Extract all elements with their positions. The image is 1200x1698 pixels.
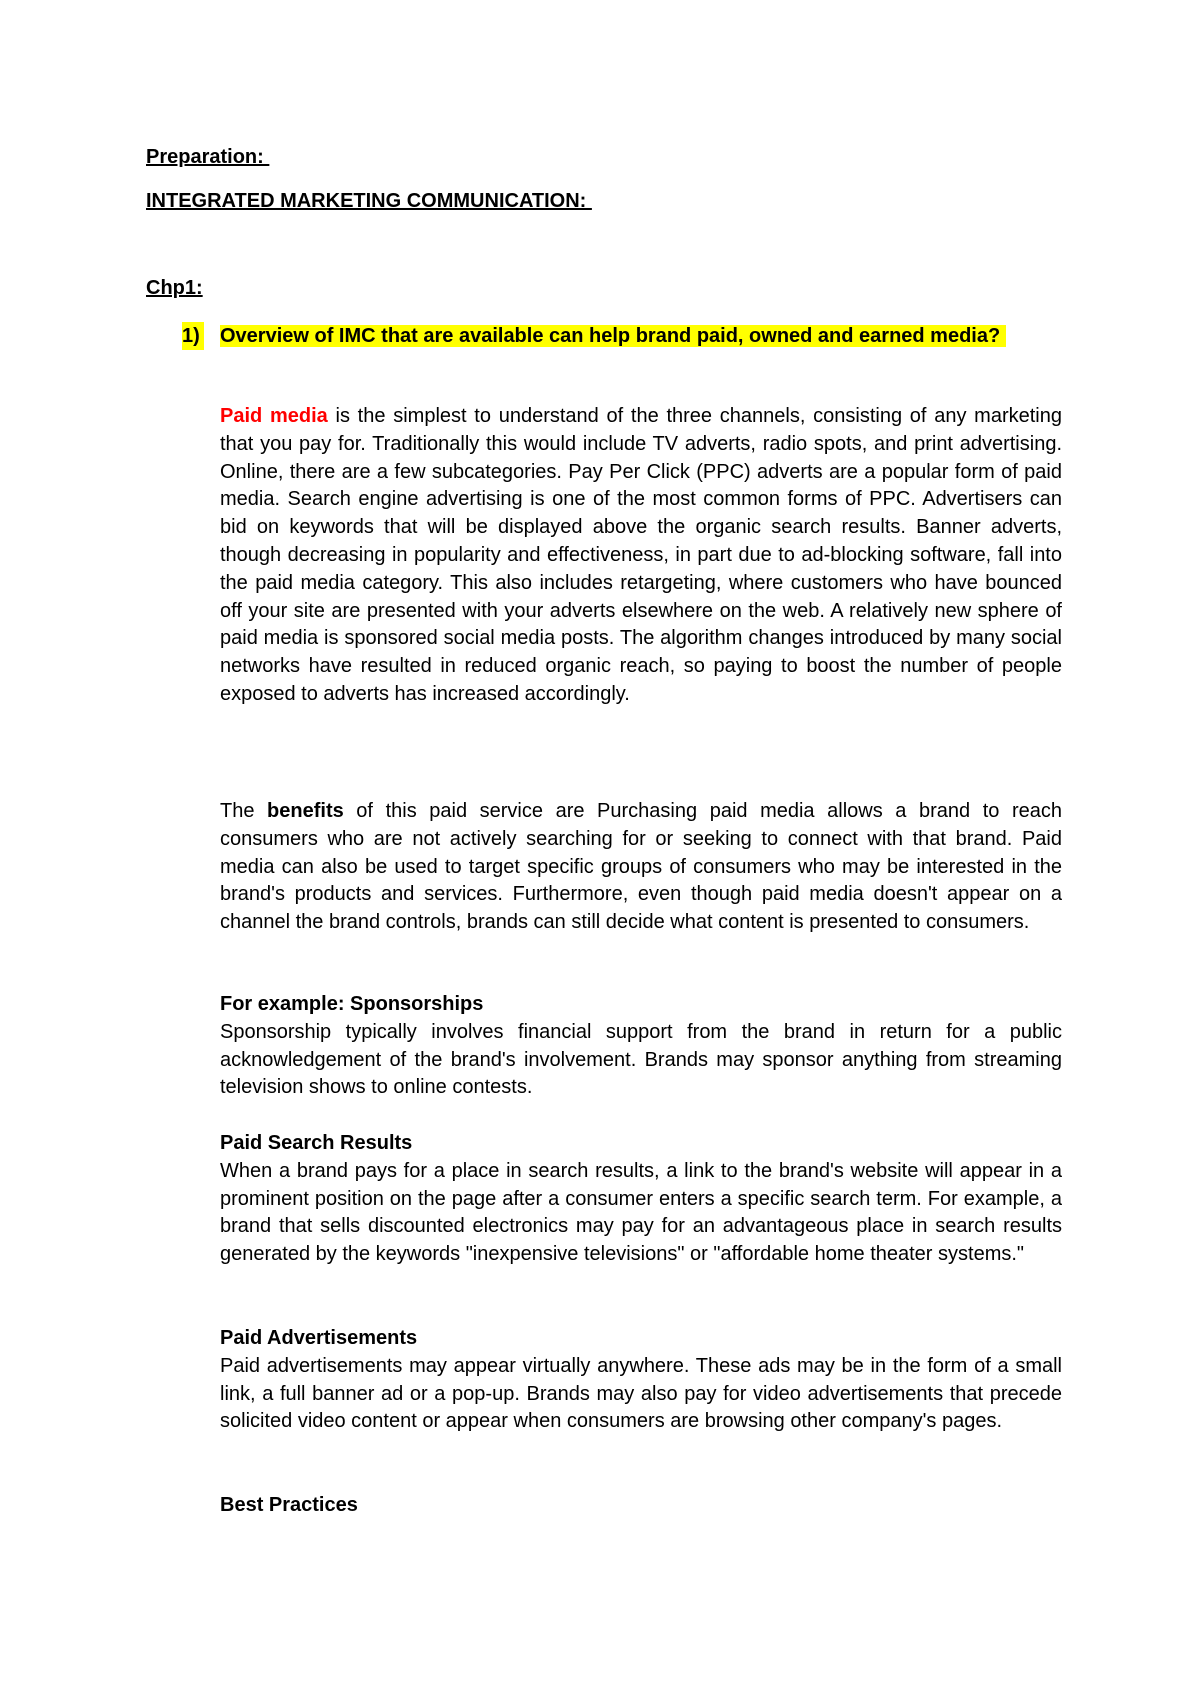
imc-heading: INTEGRATED MARKETING COMMUNICATION: xyxy=(146,190,592,212)
benefits-text: of this paid service are Purchasing paid media allows a brand to reach consumers who are not actively searching for or seeking to connect with that brand. Paid media can also be used to target specific groups of consumers who may be interested in the brand's products and services. Furthermore, even though paid media doesn't appear on a channel the brand controls, brands can still decide what content is presented to consumers. xyxy=(220,800,1062,934)
best-practices-section xyxy=(220,1492,1062,1520)
sponsorships-heading: For example: Sponsorships xyxy=(220,993,484,1015)
paid-media-text: is the simplest to understand of the three channels, consisting of any marketing that you pay for. Traditionally this would include TV adverts, radio spots, and print advertising. Online, there are a few subcategories. Pay Per Click (PPC) adverts are a popular form of paid media. Search engine advertising is one of the most common forms of PPC. Advertisers can bid on keywords that will be displayed above the organic search results. Banner adverts, though decreasing in popularity and effectiveness, in part due to ad-blocking software, fall into the paid media category. This also includes retargeting, where customers who have bounced off your site are presented with your adverts elsewhere on the web. A relatively new sphere of paid media is sponsored social media posts. The algorithm changes introduced by many social networks have resulted in reduced organic reach, so paying to boost the number of people exposed to adverts has increased accordingly. xyxy=(220,405,1062,705)
chapter-heading: Chp1: xyxy=(146,277,203,299)
paid-search-heading: Paid Search Results xyxy=(220,1132,413,1154)
paid-search-section xyxy=(220,1130,1062,1269)
preparation-heading: Preparation: xyxy=(146,146,270,168)
paid-ads-text: Paid advertisements may appear virtually anywhere. These ads may be in the form of a small link, a full banner ad or a pop-up. Brands may also pay for video advertisements that precede solicited video content or appear when consumers are browsing other company's pages. xyxy=(220,1354,1062,1433)
sponsorships-section xyxy=(220,991,1062,1102)
question-number: 1) xyxy=(182,322,204,350)
sponsorships-text: Sponsorship typically involves financial support from the brand in return for a public acknowledgement of the brand's involvement. Brands may sponsor anything from streaming television shows to online contests. xyxy=(220,1020,1062,1099)
question-text xyxy=(220,322,1020,350)
paid-ads-heading: Paid Advertisements xyxy=(220,1327,418,1349)
benefits-term: benefits xyxy=(267,800,344,822)
best-practices-heading: Best Practices xyxy=(220,1494,358,1516)
benefits-paragraph xyxy=(220,798,1062,937)
paid-media-term: Paid media xyxy=(220,405,328,427)
paid-ads-section xyxy=(220,1325,1062,1436)
paid-media-paragraph xyxy=(220,403,1062,709)
paid-search-text: When a brand pays for a place in search results, a link to the brand's website will appear in a prominent position on the page after a consumer enters a specific search term. For example, a brand that sells discounted electronics may pay for an advantageous place in search results generated by the keywords "inexpensive televisions" or "affordable home theater systems." xyxy=(220,1159,1062,1266)
question-text-highlight: Overview of IMC that are available can help brand paid, owned and earned media? xyxy=(220,325,1006,347)
benefits-prefix: The xyxy=(220,800,268,822)
